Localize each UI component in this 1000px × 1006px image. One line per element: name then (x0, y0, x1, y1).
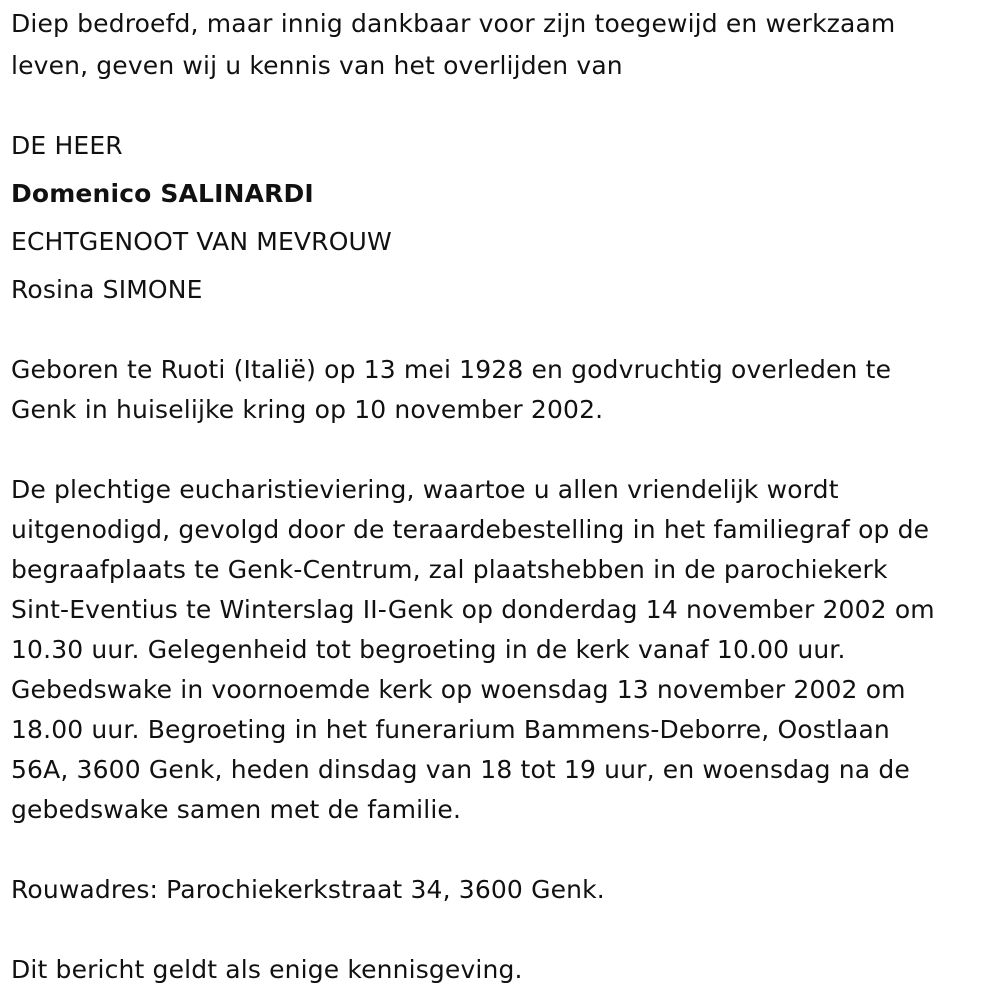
ceremony-line-1: De plechtige eucharistieviering, waartoe u allen vriendelijk wordt (11, 475, 839, 504)
ceremony-line-9: gebedswake samen met de familie. (11, 795, 462, 824)
deceased-name: Domenico SALINARDI (11, 179, 314, 208)
deceased-title: DE HEER (11, 131, 123, 160)
closing-note: Dit bericht geldt als enige kennisgeving. (11, 955, 523, 984)
spouse-name: Rosina SIMONE (11, 275, 203, 304)
ceremony-line-3: begraafplaats te Genk-Centrum, zal plaatshebben in de parochiekerk (11, 555, 888, 584)
birth-death-line-2: Genk in huiselijke kring op 10 november 2002. (11, 395, 604, 424)
ceremony-line-8: 56A, 3600 Genk, heden dinsdag van 18 tot 19 uur, en woensdag na de (11, 755, 910, 784)
ceremony-line-5: 10.30 uur. Gelegenheid tot begroeting in de kerk vanaf 10.00 uur. (11, 635, 846, 664)
intro-line-1: Diep bedroefd, maar innig dankbaar voor zijn toegewijd en werkzaam (11, 9, 896, 38)
ceremony-line-7: 18.00 uur. Begroeting in het funerarium Bammens-Deborre, Oostlaan (11, 715, 890, 744)
mourning-address: Rouwadres: Parochiekerkstraat 34, 3600 Genk. (11, 875, 605, 904)
ceremony-line-4: Sint-Eventius te Winterslag II-Genk op donderdag 14 november 2002 om (11, 595, 935, 624)
intro-line-2: leven, geven wij u kennis van het overlijden van (11, 51, 623, 80)
spouse-relation: ECHTGENOOT VAN MEVROUW (11, 227, 392, 256)
ceremony-line-6: Gebedswake in voornoemde kerk op woensdag 13 november 2002 om (11, 675, 906, 704)
ceremony-line-2: uitgenodigd, gevolgd door de teraardebestelling in het familiegraf op de (11, 515, 930, 544)
birth-death-line-1: Geboren te Ruoti (Italië) op 13 mei 1928 en godvruchtig overleden te (11, 355, 892, 384)
